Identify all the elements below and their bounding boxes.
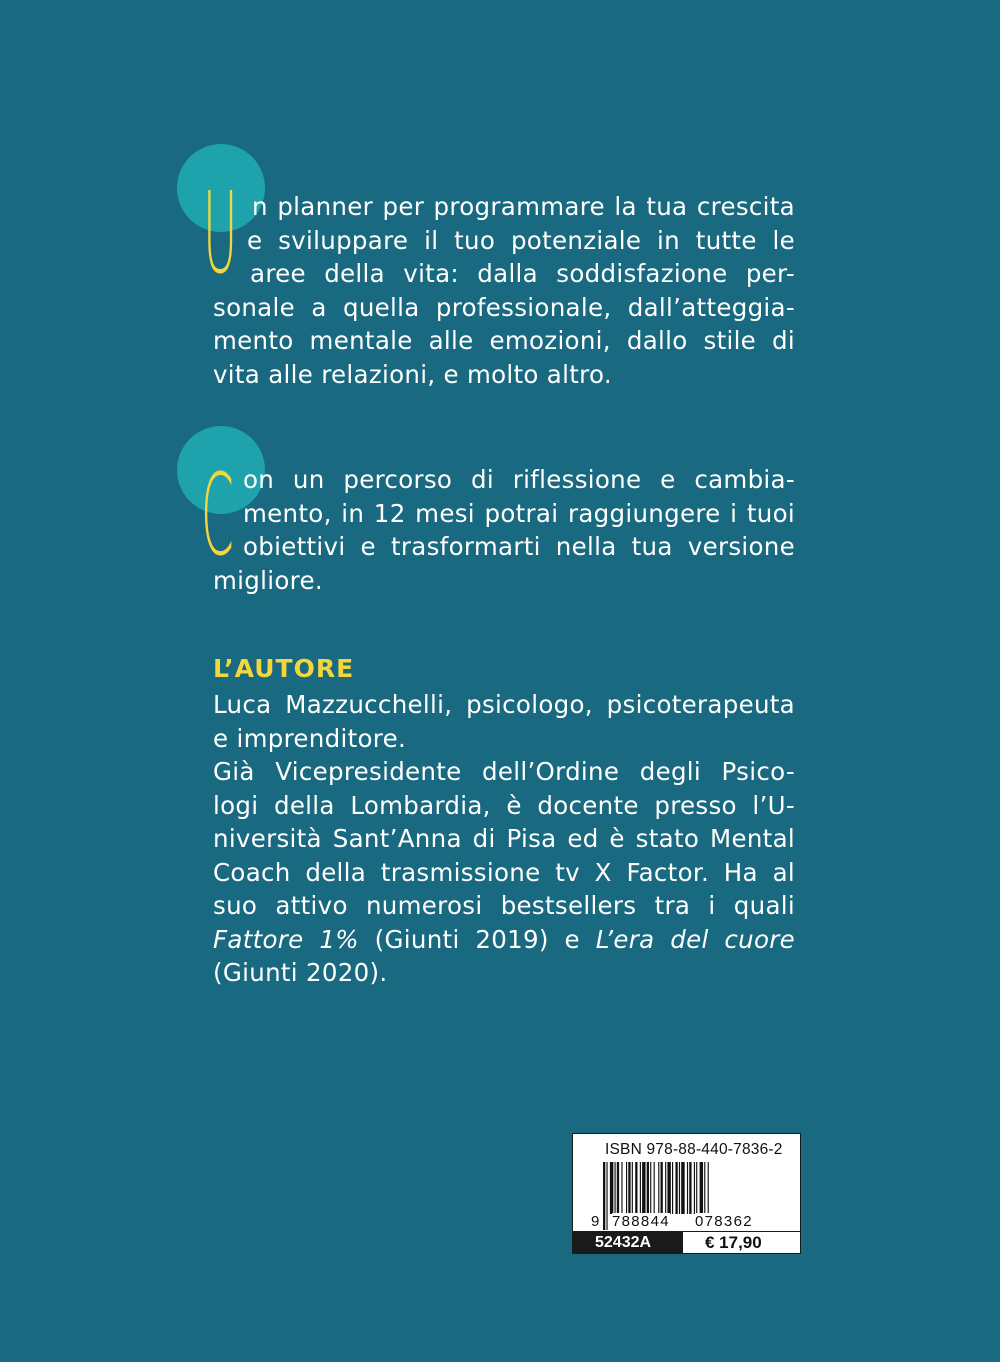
dropcap-c: C — [201, 451, 234, 581]
author-bio — [213, 688, 795, 990]
author-line: Coach della trasmissione tv X Factor. Ha al — [213, 857, 795, 887]
barcode-bar — [704, 1162, 705, 1214]
barcode-bar — [615, 1162, 616, 1214]
author-line: Luca Mazzucchelli, psicologo, psicoterapeuta — [213, 690, 795, 719]
barcode-box — [572, 1133, 801, 1254]
second-line: migliore. — [213, 565, 323, 595]
book-title-fattore: Fattore 1% — [213, 924, 359, 954]
barcode-bar — [635, 1162, 637, 1214]
intro-line: aree della vita: dalla soddisfazione per- — [250, 259, 795, 288]
product-code: 52432A — [573, 1232, 683, 1254]
barcode-bar — [621, 1162, 622, 1214]
barcode-bar — [694, 1162, 695, 1214]
intro-line: mento mentale alle emozioni, dallo stile di — [213, 326, 795, 355]
second-paragraph — [213, 463, 795, 597]
barcode-bar — [681, 1162, 684, 1214]
barcode-price-row — [573, 1231, 800, 1254]
price: € 17,90 — [705, 1233, 762, 1252]
barcode-bar — [642, 1162, 645, 1214]
barcode-bar — [640, 1162, 641, 1214]
barcode-digits-left: 788844 — [612, 1213, 670, 1230]
barcode-bar — [675, 1162, 677, 1214]
isbn-label: ISBN 978-88-440-7836-2 — [605, 1141, 783, 1158]
barcode-digits-right: 078362 — [695, 1213, 753, 1230]
author-books-line — [213, 923, 795, 957]
barcode-digit-first: 9 — [591, 1213, 600, 1230]
barcode-bar — [632, 1162, 633, 1214]
book-info: (Giunti 2019) e — [358, 924, 596, 954]
barcode-bar — [610, 1162, 613, 1214]
intro-line: e sviluppare il tuo potenziale in tutte le — [247, 225, 795, 255]
barcode-bar — [687, 1162, 688, 1214]
barcode-bar — [606, 1162, 607, 1230]
second-line: obiettivi e trasformarti nella tua versione — [243, 532, 795, 561]
barcode-bar — [689, 1162, 691, 1214]
barcode-bar — [650, 1162, 651, 1214]
book-title-era: L’era del cuore — [595, 924, 795, 954]
author-line: suo attivo numerosi bestsellers tra i quali — [213, 891, 795, 920]
barcode-bar — [603, 1162, 605, 1230]
barcode-bar — [628, 1162, 630, 1214]
intro-paragraph — [213, 190, 795, 391]
author-heading: L’AUTORE — [213, 654, 355, 683]
barcode-bar — [665, 1162, 666, 1214]
barcode-bar — [661, 1162, 663, 1214]
barcode-bar — [626, 1162, 627, 1214]
second-line: on un percorso di riflessione e cambia- — [243, 465, 795, 494]
dropcap-u: U — [203, 169, 238, 299]
barcode-bar — [667, 1162, 670, 1214]
barcode-bar — [647, 1162, 649, 1214]
second-line: mento, in 12 mesi potrai raggiungere i tuoi — [243, 498, 795, 528]
intro-line: vita alle relazioni, e molto altro. — [213, 359, 612, 389]
author-line: e imprenditore. — [213, 723, 407, 753]
barcode-bar — [617, 1162, 619, 1214]
barcode-bar — [700, 1162, 703, 1214]
author-line: niversità Sant’Anna di Pisa ed è stato Mental — [213, 824, 795, 853]
barcode-bar — [672, 1162, 673, 1214]
intro-line: n planner per programmare la tua crescita — [252, 192, 795, 221]
barcode-bar — [679, 1162, 680, 1214]
author-line: (Giunti 2020). — [213, 958, 388, 987]
intro-line: sonale a quella professionale, dall’atteggia- — [213, 292, 795, 322]
author-line: Già Vicepresidente dell’Ordine degli Psico- — [213, 757, 795, 786]
barcode-bar — [696, 1162, 697, 1214]
author-line: logi della Lombardia, è docente presso l’U- — [213, 790, 795, 820]
